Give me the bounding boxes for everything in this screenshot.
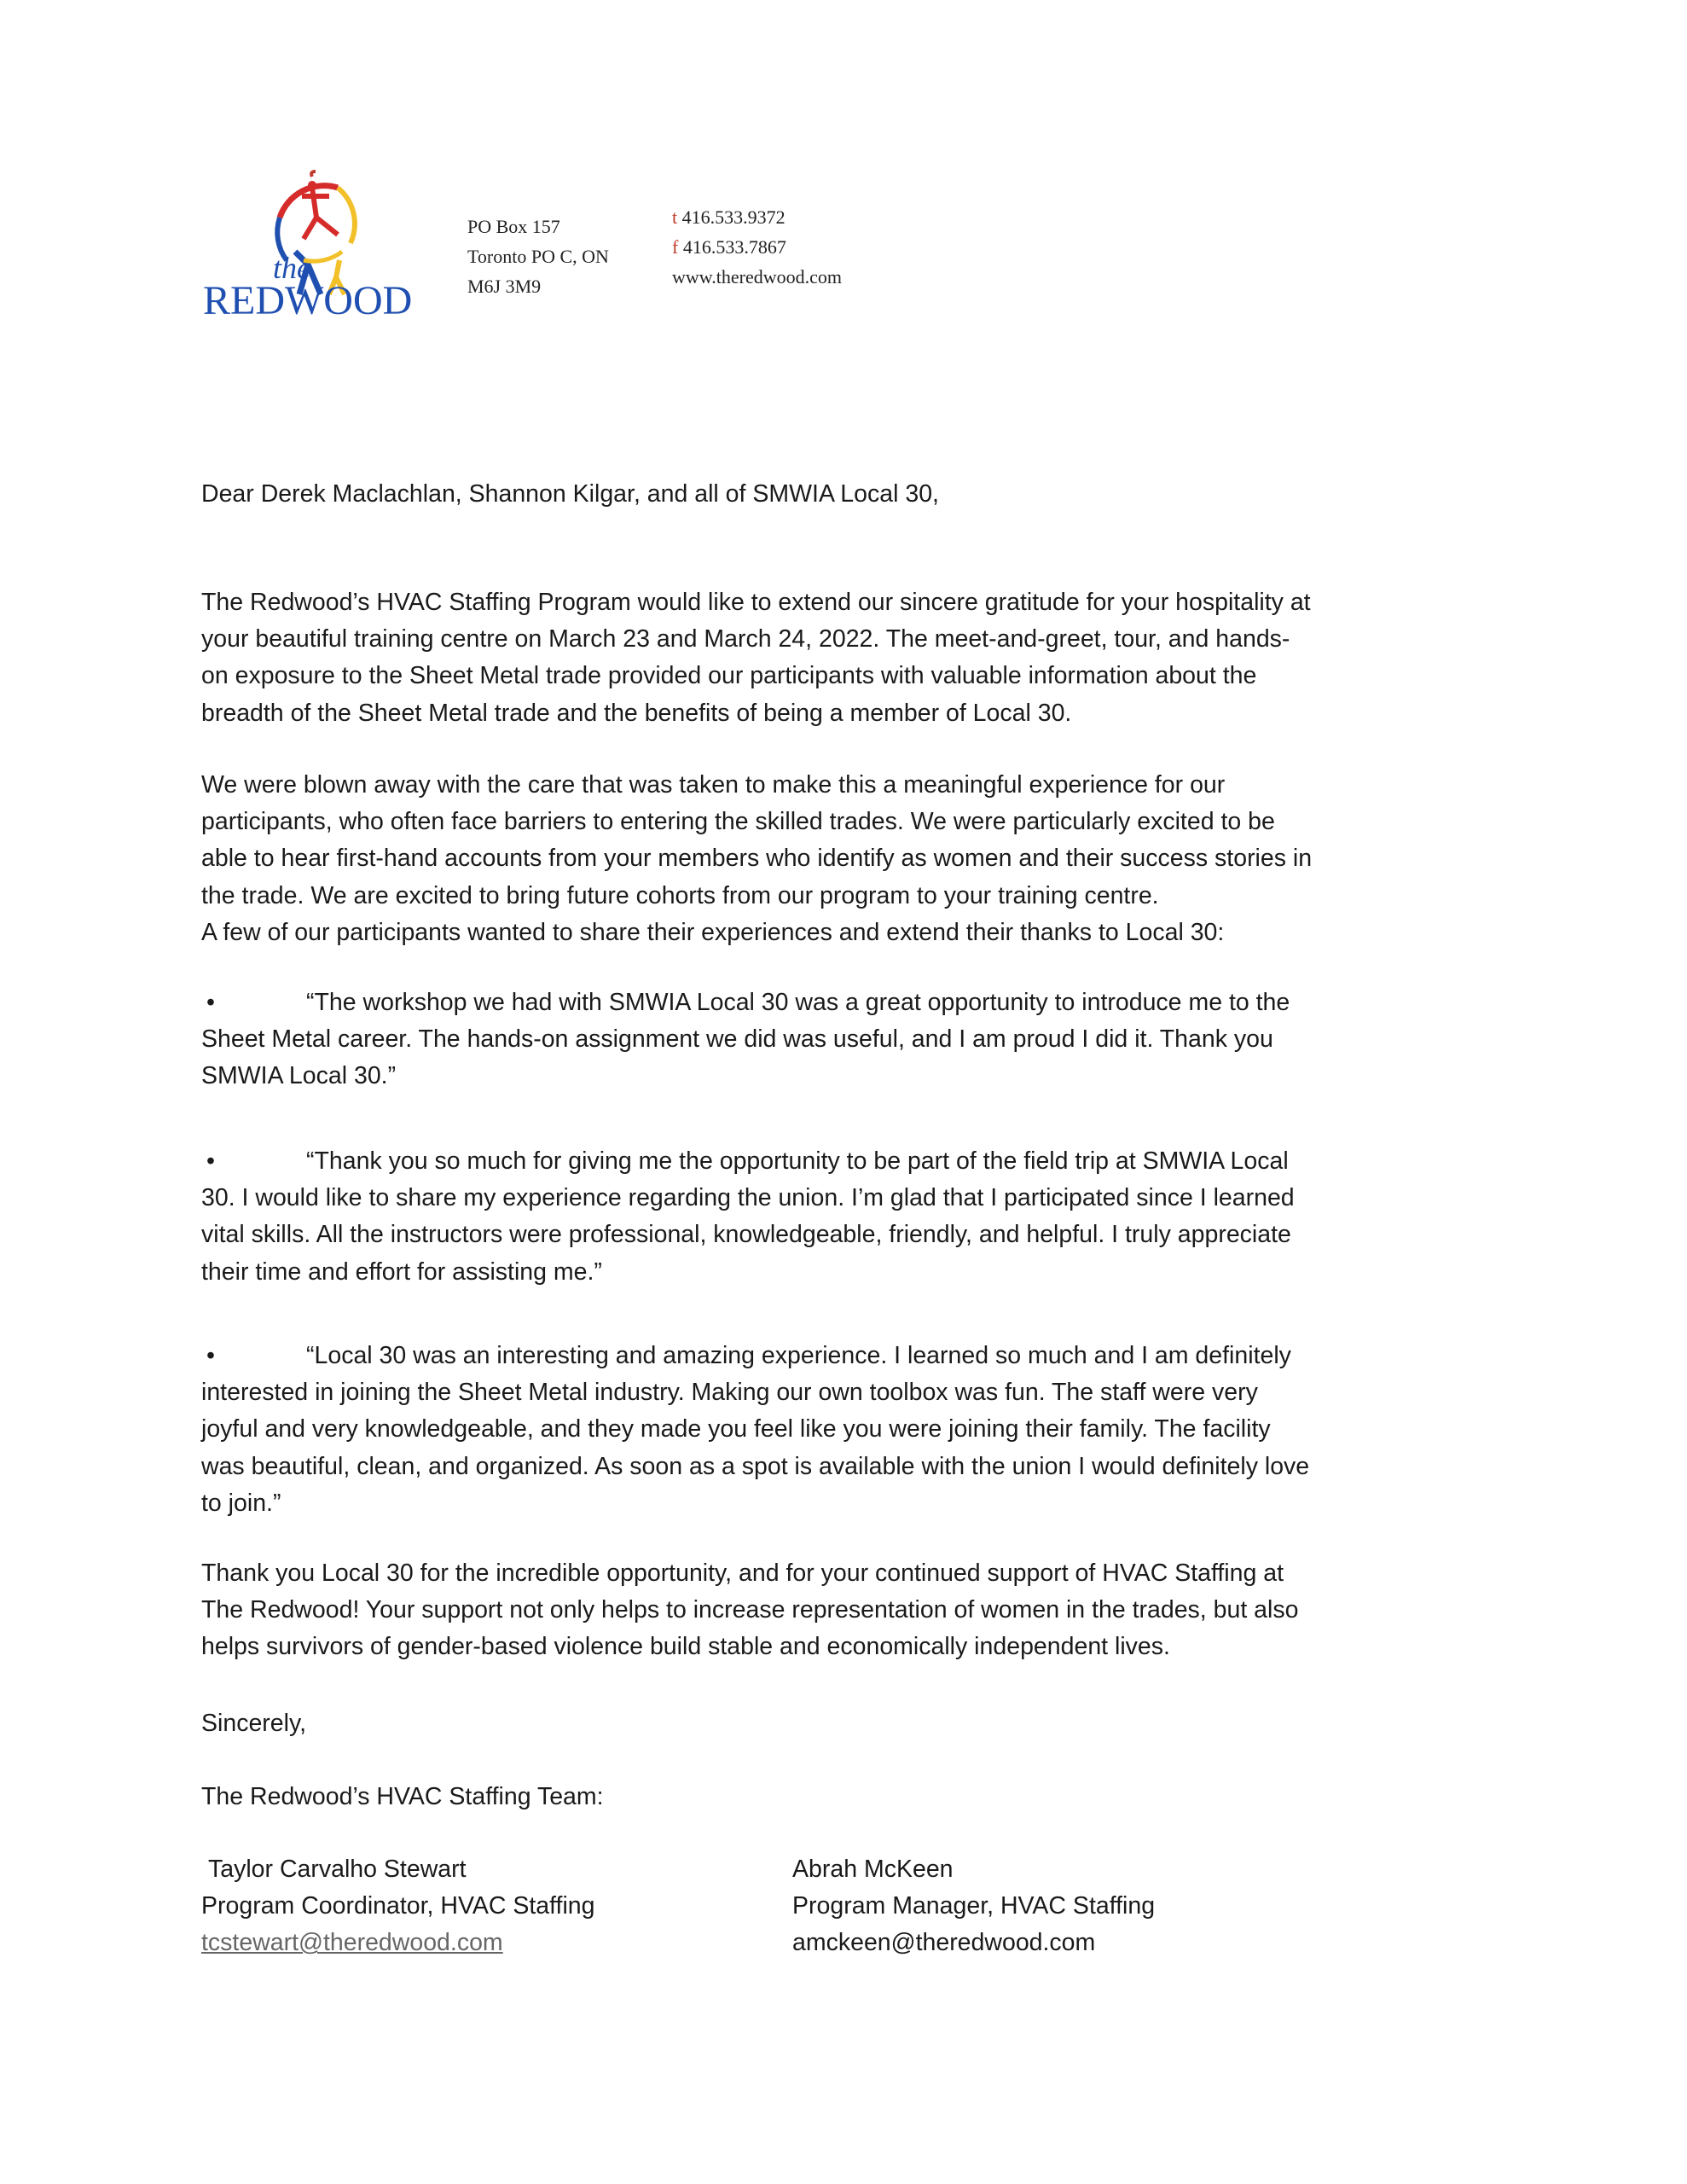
signatory-name: Abrah McKeen bbox=[792, 1856, 954, 1883]
bullet-icon: • bbox=[206, 1147, 215, 1175]
text-line: the trade. We are excited to bring future cohorts from our program to your training centre. bbox=[201, 881, 1159, 909]
phone-line bbox=[672, 202, 842, 232]
bullet-icon: • bbox=[206, 989, 215, 1016]
text-line: Sheet Metal career. The hands-on assignment we did was useful, and I am proud I did it. Thank you bbox=[201, 1025, 1273, 1054]
text-line: “Local 30 was an interesting and amazing experience. I learned so much and I am definitely bbox=[306, 1342, 1291, 1369]
bullet-icon: • bbox=[206, 1342, 215, 1369]
salutation: Dear Derek Maclachlan, Shannon Kilgar, and all of SMWIA Local 30, bbox=[201, 480, 939, 508]
signatory-name: Taylor Carvalho Stewart bbox=[208, 1856, 467, 1883]
fax-line bbox=[672, 232, 842, 262]
fax-prefix: f bbox=[672, 236, 679, 258]
text-line: “Thank you so much for giving me the opportunity to be part of the field trip at SMWIA Local bbox=[306, 1147, 1289, 1175]
text-line: The Redwood! Your support not only helps to increase representation of women in the trades, but also bbox=[201, 1596, 1299, 1624]
paragraph-closing bbox=[201, 1555, 1298, 1666]
redwood-logo bbox=[201, 166, 423, 328]
text-line: joyful and very knowledgeable, and they made you feel like you were joining their family. The facility bbox=[201, 1415, 1271, 1443]
text-line: was beautiful, clean, and organized. As soon as a spot is available with the union I would definitely love bbox=[201, 1452, 1310, 1480]
address-line: Toronto PO C, ON bbox=[467, 246, 609, 267]
text-line: interested in joining the Sheet Metal industry. Making our own toolbox was fun. The staff were very bbox=[201, 1379, 1258, 1407]
text-line: your beautiful training centre on March 23 and March 24, 2022. The meet-and-greet, tour, and hands- bbox=[201, 625, 1290, 653]
text-line: 30. I would like to share my experience regarding the union. I’m glad that I participated since I learned bbox=[201, 1184, 1295, 1212]
website-link[interactable]: www.theredwood.com bbox=[672, 266, 842, 288]
address-line: M6J 3M9 bbox=[467, 276, 542, 297]
paragraph-experience bbox=[201, 767, 1312, 951]
text-line: A few of our participants wanted to share their experiences and extend their thanks to Local 30: bbox=[201, 918, 1225, 946]
signatory-email: amckeen@theredwood.com bbox=[792, 1929, 1096, 1957]
text-line: their time and effort for assisting me.” bbox=[201, 1258, 602, 1286]
phone-number: 416.533.9372 bbox=[681, 206, 786, 228]
contact-block bbox=[672, 202, 842, 292]
signatory-title: Program Manager, HVAC Staffing bbox=[792, 1892, 1156, 1920]
signoff: Sincerely, bbox=[201, 1710, 307, 1737]
signature-1 bbox=[201, 1851, 595, 1962]
text-line: helps survivors of gender-based violence build stable and economically independent lives. bbox=[201, 1633, 1170, 1661]
text-line: breadth of the Sheet Metal trade and the benefits of being a member of Local 30. bbox=[201, 699, 1072, 727]
text-line: participants, who often face barriers to entering the skilled trades. We were particularly excited to be bbox=[201, 808, 1275, 836]
fax-number: 416.533.7867 bbox=[682, 236, 786, 258]
phone-prefix: t bbox=[672, 206, 678, 228]
text-line: to join.” bbox=[201, 1489, 281, 1517]
quote-1 bbox=[201, 985, 1290, 1095]
logo-text-the: the bbox=[273, 251, 310, 285]
text-line: able to hear first-hand accounts from your members who identify as women and their success stories in bbox=[201, 845, 1313, 873]
team-label: The Redwood’s HVAC Staffing Team: bbox=[201, 1783, 604, 1810]
text-line: The Redwood’s HVAC Staffing Program would like to extend our sincere gratitude for your hospitality at bbox=[201, 589, 1311, 616]
logo-text-redwood: REDWOOD bbox=[203, 278, 413, 323]
text-line: vital skills. All the instructors were professional, knowledgeable, friendly, and helpful. I truly appreciate bbox=[201, 1221, 1291, 1249]
address-line: PO Box 157 bbox=[467, 216, 560, 237]
text-line: “The workshop we had with SMWIA Local 30 was a great opportunity to introduce me to the bbox=[306, 989, 1290, 1016]
signature-2 bbox=[792, 1851, 1155, 1962]
quote-2 bbox=[201, 1143, 1295, 1291]
signatory-title: Program Coordinator, HVAC Staffing bbox=[201, 1892, 595, 1920]
quote-3 bbox=[201, 1338, 1309, 1522]
text-line: Thank you Local 30 for the incredible opportunity, and for your continued support of HVAC Staffing at bbox=[201, 1560, 1284, 1587]
address-block bbox=[467, 212, 609, 301]
signatory-email[interactable]: tcstewart@theredwood.com bbox=[201, 1929, 503, 1957]
text-line: SMWIA Local 30.” bbox=[201, 1062, 397, 1090]
text-line: We were blown away with the care that was taken to make this a meaningful experience for our bbox=[201, 771, 1226, 799]
text-line: on exposure to the Sheet Metal trade provided our participants with valuable information about the bbox=[201, 662, 1257, 690]
paragraph-intro bbox=[201, 584, 1311, 732]
